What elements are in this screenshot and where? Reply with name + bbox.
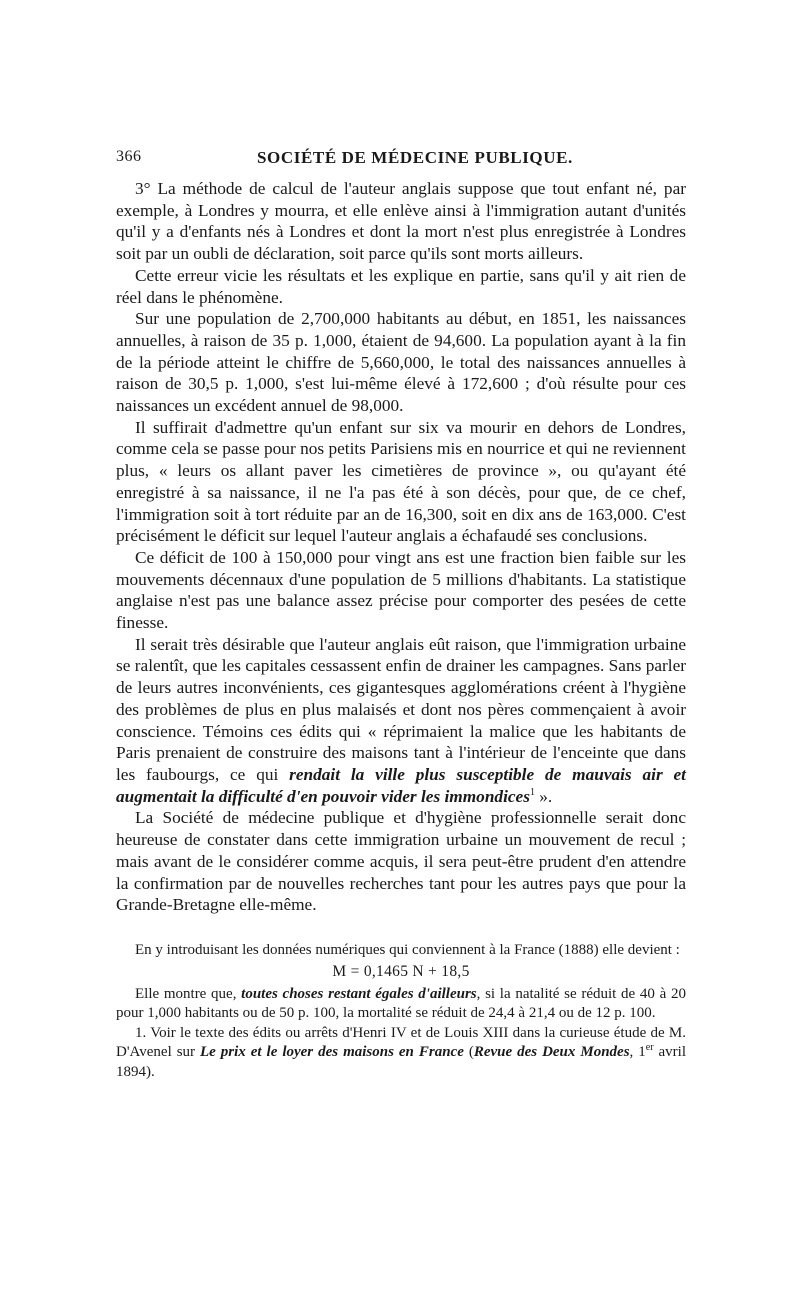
quoted-edict-italic: rendait la ville plus susceptible de mauvais air et augmentait la difficulté d'en pouvoir vider les immondices bbox=[116, 764, 686, 806]
footnote-italic-title: Le prix et le loyer des maisons en France bbox=[200, 1044, 464, 1061]
paragraph: 3° La méthode de calcul de l'auteur anglais suppose que tout enfant né, par exemple, à Londres y mourra, et elle enlève ainsi à l'immigration autant d'unités qu'il y a d'enfants nés à Londres et dont la mort n'est plus enregistrée à Londres soit par un oubli de déclaration, soit parce qu'ils sont morts ailleurs. bbox=[116, 179, 686, 264]
running-header bbox=[116, 142, 686, 170]
paragraph: Il suffirait d'admettre qu'un enfant sur six va mourir en dehors de Londres, comme cela se passe pour nos petits Parisiens mis en nourrice et qui ne reviennent plus, « leurs os allant paver les cimetières de province », ou qu'ayant été enregistré à sa naissance, il ne l'a pas été à son décès, pour que, de ce chef, l'immigration soit à tort réduite par an de 16,300, soit en dix ans de 163,000. C'est précisément le déficit sur lequel l'auteur anglais a échafaudé ses conclusions. bbox=[116, 417, 686, 546]
footnote-text: 1. Voir le texte des édits ou arrêts d'Henri IV et de Louis XIII dans la curieuse étude de M. D'Avenel sur bbox=[116, 1024, 686, 1061]
ordinal-superscript: er bbox=[645, 1042, 654, 1054]
note-text bbox=[116, 985, 686, 1024]
note-text-part: , si la natalité se réduit de 40 à 20 pour 1,000 habitants ou de 50 p. 100, la mortalité se réduit de 24,4 à 21,4 ou de 12 p. 100. bbox=[116, 985, 686, 1022]
footnote-text: avril 1894). bbox=[116, 1044, 686, 1080]
page-number: 366 bbox=[116, 148, 142, 165]
note-text-part: Elle montre que, bbox=[135, 985, 242, 1002]
footnote-marker: 1 bbox=[529, 786, 535, 798]
paragraph: La Société de médecine publique et d'hygiène professionnelle serait donc heureuse de constater dans cette immigration urbaine un mouvement de recul ; mais avant de le considérer comme acquis, il sera peut-être prudent d'en attendre la confirmation par de nouvelles recherches tant pour les autres pays que pour la Grande-Bretagne elle-même. bbox=[116, 808, 686, 915]
paragraph: Sur une population de 2,700,000 habitants au début, en 1851, les naissances annuelles, à raison de 35 p. 1,000, étaient de 94,600. La population ayant à la fin de la période atteint le chiffre de 5,660,000, le total des naissances annuelles à raison de 30,5 p. 1,000, s'est lui-même élevé à 172,600 ; d'où résulte pour ces naissances un excédent annuel de 98,000. bbox=[116, 309, 686, 416]
book-page bbox=[116, 142, 686, 1082]
footnote-text: ( bbox=[463, 1044, 474, 1061]
footnote bbox=[116, 1024, 686, 1083]
note-intro: En y introduisant les données numériques qui conviennent à la France (1888) elle devient : bbox=[135, 941, 680, 958]
formula: M = 0,1465 N + 18,5 bbox=[332, 963, 470, 981]
footnote-text: , 1 bbox=[629, 1044, 646, 1061]
footnote-italic-journal: Revue des Deux Mondes bbox=[473, 1044, 630, 1061]
note-italic: toutes choses restant égales d'ailleurs bbox=[241, 985, 477, 1002]
paragraph: Ce déficit de 100 à 150,000 pour vingt ans est une fraction bien faible sur les mouvements décennaux d'une population de 5 millions d'habitants. La statistique anglaise n'est pas une balance assez précise pour comporter des pesées de cette finesse. bbox=[116, 547, 686, 633]
paragraph bbox=[116, 634, 686, 808]
running-title: SOCIÉTÉ DE MÉDECINE PUBLIQUE. bbox=[257, 148, 573, 167]
paragraph: Cette erreur vicie les résultats et les explique en partie, sans qu'il y ait rien de réel dans le phénomène. bbox=[116, 265, 686, 307]
paragraph-text: Il serait très désirable que l'auteur anglais eût raison, que l'immigration urbaine se ralentît, que les capitales cessassent enfin de drainer les campagnes. Sans parler de leurs autres inconvénients, ces gigantesques agglomérations créent à l'hygiène des problèmes de plus en plus malaisés et dont nos pères commençaient à avoir conscience. Témoins ces édits qui « réprimaient la malice que les habitants de Paris prenaient de construire des maisons tant à l'intérieur de l'enceinte que dans les faubourgs, ce qui bbox=[116, 634, 686, 784]
paragraph-text: ». bbox=[534, 786, 553, 806]
main-text bbox=[116, 178, 686, 916]
notes-section bbox=[116, 941, 686, 1083]
